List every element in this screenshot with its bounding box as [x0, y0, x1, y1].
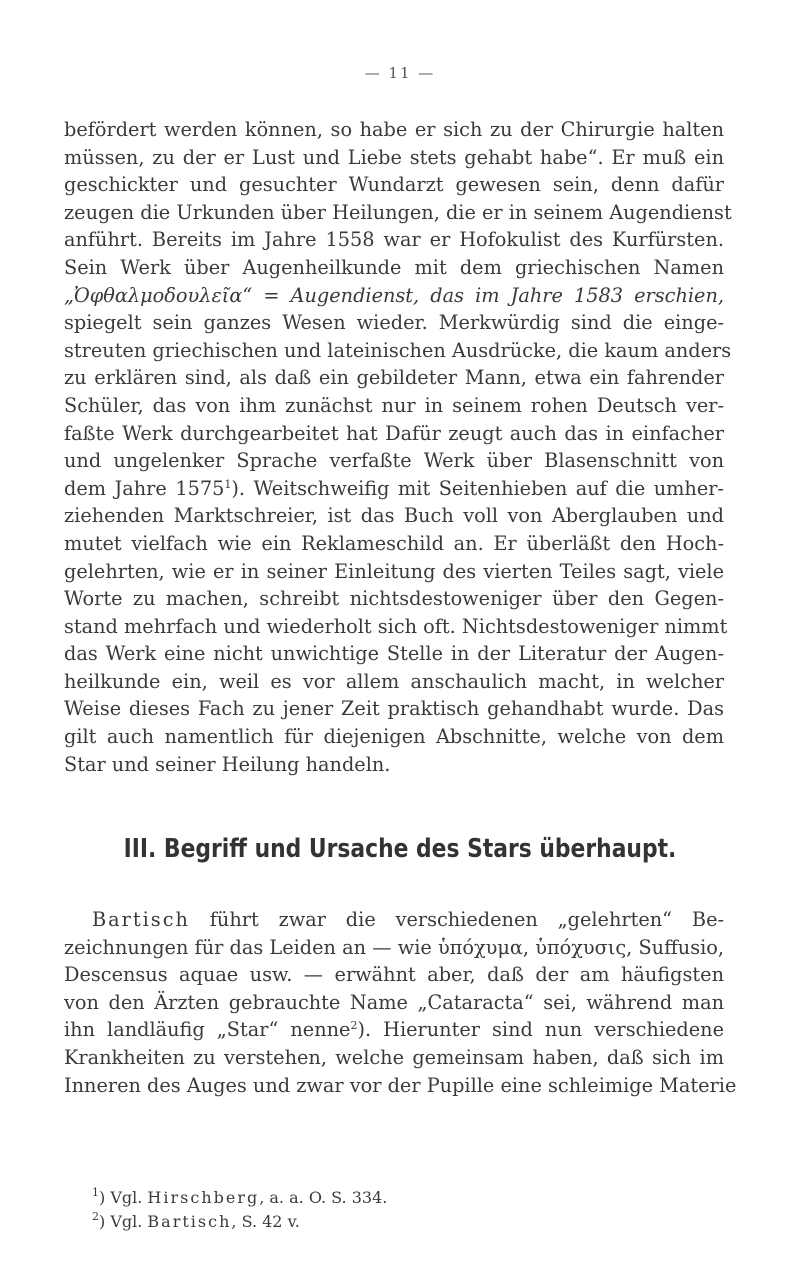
- footnote-text: , S. 42 v.: [231, 1212, 300, 1231]
- text-line: Krankheiten zu verstehen, welche gemeinsam haben, daß sich im: [64, 1045, 724, 1069]
- text-line: stand mehrfach und wiederholt sich oft. Nichtsdestoweniger nimmt: [64, 614, 728, 638]
- text-segment: ihn landläufig „Star“ nenne: [64, 1018, 351, 1042]
- text-line: faßte Werk durchgearbeitet hat Dafür zeugt auch das in einfacher: [64, 421, 724, 445]
- footnote-ref-1[interactable]: 1: [224, 477, 232, 491]
- footnote-1: [92, 1186, 712, 1210]
- text-line: spiegelt sein ganzes Wesen wieder. Merkwürdig sind die einge-: [64, 311, 724, 335]
- text-line: gelehrten, wie er in seiner Einleitung des vierten Teiles sagt, viele: [64, 559, 724, 583]
- footnote-text: ) Vgl.: [99, 1188, 148, 1207]
- text-line: Schüler, das von ihm zunächst nur in seinem rohen Deutsch ver-: [64, 393, 724, 417]
- text-segment: führt zwar die verschiedenen „gelehrten“ Be-: [189, 908, 724, 931]
- text-line: Sein Werk über Augenheilkunde mit dem griechischen Namen: [64, 255, 724, 279]
- text-line: befördert werden können, so habe er sich zu der Chirurgie halten: [64, 118, 724, 141]
- text-line: Weise dieses Fach zu jener Zeit praktisch gehandhabt wurde. Das: [64, 697, 724, 721]
- section-heading: III. Begriff und Ursache des Stars überhaupt.: [123, 834, 677, 864]
- text-segment: dem Jahre 1575: [64, 476, 225, 500]
- text-line-with-footnote: [64, 1016, 724, 1044]
- paragraph-hofokulist: [64, 116, 732, 778]
- text-line-greek-title: „Ὀφθαλμοδουλεῖα“ = Augendienst, das im Jahre 1583 erschien,: [64, 283, 724, 307]
- text-line: heilkunde ein, weil es vor allem anschaulich macht, in welcher: [64, 669, 724, 693]
- text-line: müssen, zu der er Lust und Liebe stets gehabt habe“. Er muß ein: [64, 145, 724, 169]
- footnote-marker: 1: [92, 1186, 99, 1199]
- text-line: das Werk eine nicht unwichtige Stelle in der Literatur der Augen-: [64, 642, 724, 666]
- footnote-2: [92, 1210, 712, 1234]
- text-line: zu erklären sind, als daß ein gebildeter Mann, etwa ein fahrender: [64, 366, 724, 390]
- footnote-text: , a. a. O. S. 334.: [259, 1188, 388, 1207]
- footnote-ref-2[interactable]: 2: [350, 1019, 358, 1033]
- text-line: von den Ärzten gebrauchte Name „Cataracta“ sei, während man: [64, 990, 724, 1014]
- text-line: [64, 906, 724, 934]
- text-segment: ). Hierunter sind nun verschiedene: [357, 1018, 724, 1042]
- text-line: Worte zu machen, schreibt nichtsdestoweniger über den Gegen-: [64, 587, 724, 611]
- text-line: Inneren des Auges und zwar vor der Pupille eine schleimige Materie: [64, 1073, 737, 1097]
- text-line: zeichnungen für das Leiden an — wie ὑπόχυμα, ὑπόχυσις, Suffusio,: [64, 935, 724, 959]
- text-line: gilt auch namentlich für diejenigen Abschnitte, welche von dem: [64, 725, 724, 749]
- paragraph-begriff: [64, 906, 737, 1099]
- text-line: und ungelenker Sprache verfaßte Werk über Blasenschnitt von: [64, 449, 724, 473]
- author-name-spaced: Bartisch: [92, 908, 190, 931]
- page-number: — 11 —: [364, 64, 436, 82]
- text-segment: ). Weitschweifig mit Seitenhieben auf die umher-: [231, 476, 724, 500]
- text-line: anführt. Bereits im Jahre 1558 war er Hofokulist des Kurfürsten.: [64, 228, 724, 252]
- text-line: mutet vielfach wie ein Reklameschild an. Er überläßt den Hoch-: [64, 531, 724, 555]
- footnote-text: ) Vgl.: [99, 1212, 148, 1231]
- text-line: ziehenden Marktschreier, ist das Buch voll von Aberglauben und: [64, 504, 724, 528]
- text-line: Star und seiner Heilung handeln.: [64, 752, 391, 776]
- author-name-spaced: Bartisch: [147, 1212, 232, 1231]
- text-line-with-footnote: [64, 475, 724, 503]
- footnote-marker: 2: [92, 1210, 99, 1223]
- footnotes: [92, 1186, 712, 1234]
- text-line: streuten griechischen und lateinischen Ausdrücke, die kaum anders: [64, 338, 732, 362]
- text-line: geschickter und gesuchter Wundarzt gewesen sein, denn dafür: [64, 173, 724, 197]
- text-line: Descensus aquae usw. — erwähnt aber, daß der am häufigsten: [64, 963, 724, 987]
- author-name-spaced: Hirschberg: [147, 1188, 260, 1207]
- text-line: zeugen die Urkunden über Heilungen, die er in seinem Augendienst: [64, 200, 732, 224]
